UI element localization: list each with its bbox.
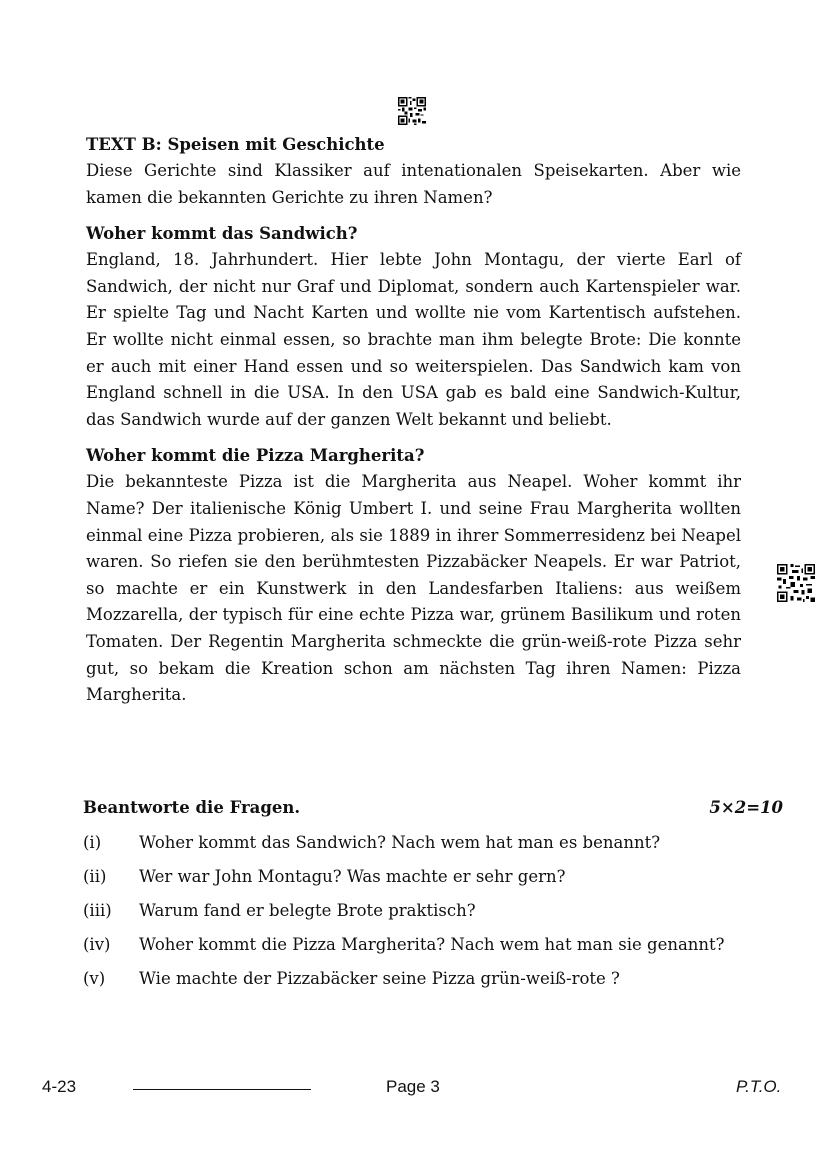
footer-rule	[133, 1089, 311, 1090]
questions-section	[83, 795, 783, 993]
question-text: Warum fand er belegte Brote praktisch?	[139, 901, 476, 920]
marks-label: 5×2=10	[709, 798, 783, 817]
question-number: (iv)	[83, 935, 111, 954]
question-text: Woher kommt die Pizza Margherita? Nach wem hat man sie genannt?	[139, 935, 725, 954]
question-item	[83, 829, 783, 857]
question-number: (i)	[83, 833, 102, 852]
pto-label: P.T.O.	[736, 1077, 782, 1096]
pizza-heading: Woher kommt die Pizza Margherita?	[86, 446, 425, 466]
question-text: Wie machte der Pizzabäcker seine Pizza grün-weiß-rote ?	[139, 969, 620, 988]
page-footer	[0, 1075, 827, 1105]
paper-code: 4-23	[42, 1077, 77, 1096]
question-text: Wer war John Montagu? Was machte er sehr gern?	[139, 867, 566, 886]
question-text: Woher kommt das Sandwich? Nach wem hat man es benannt?	[139, 833, 661, 852]
questions-header	[83, 795, 783, 821]
question-item	[83, 863, 783, 891]
qr-code-icon	[398, 97, 426, 125]
question-item	[83, 897, 783, 925]
question-number: (ii)	[83, 867, 107, 886]
sandwich-paragraph: England, 18. Jahrhundert. Hier lebte John Montagu, der vierte Earl of Sandwich, der nicht nur Graf und Diplomat, sondern auch Kartenspieler war. Er spielte Tag und Nacht Karten und wollte nie vom Kartentisch aufstehen. Er wollte nicht einmal essen, so brachte man ihm belegte Brote: Die konnte er auch mit einer Hand essen und so weiterspielen. Das Sandwich kam von England schnell in die USA. In den USA gab es bald eine Sandwich-Kultur, das Sandwich wurde auf der ganzen Welt bekannt und beliebt.	[86, 250, 741, 429]
sandwich-heading: Woher kommt das Sandwich?	[86, 224, 358, 244]
pizza-paragraph: Die bekannteste Pizza ist die Margherita aus Neapel. Woher kommt ihr Name? Der italienische König Umbert I. und seine Frau Margherita wollten einmal eine Pizza probieren, als sie 1889 in ihrer Sommerresidenz bei Neapel waren. So riefen sie den berühmtesten Pizzabäcker Neapels. Er war Patriot, so machte er ein Kunstwerk in den Landesfarben Italiens: aus weißem Mozzarella, der typisch für eine echte Pizza war, grünem Basilikum und roten Tomaten. Der Regentin Margherita schmeckte die grün-weiß-rote Pizza sehr gut, so bekam die Kreation schon am nächsten Tag ihren Namen: Pizza Margherita.	[86, 472, 741, 705]
question-item	[83, 965, 783, 993]
page-number: Page 3	[386, 1077, 440, 1096]
reading-passage	[86, 132, 741, 709]
question-item	[83, 931, 783, 959]
qr-code-icon	[777, 563, 815, 603]
questions-title: Beantworte die Fragen.	[83, 798, 301, 817]
question-number: (v)	[83, 969, 106, 988]
intro-paragraph: Diese Gerichte sind Klassiker auf intenationalen Speisekarten. Aber wie kamen die bekannten Gerichte zu ihren Namen?	[86, 161, 741, 207]
section-title: TEXT B: Speisen mit Geschichte	[86, 135, 385, 154]
question-number: (iii)	[83, 901, 112, 920]
